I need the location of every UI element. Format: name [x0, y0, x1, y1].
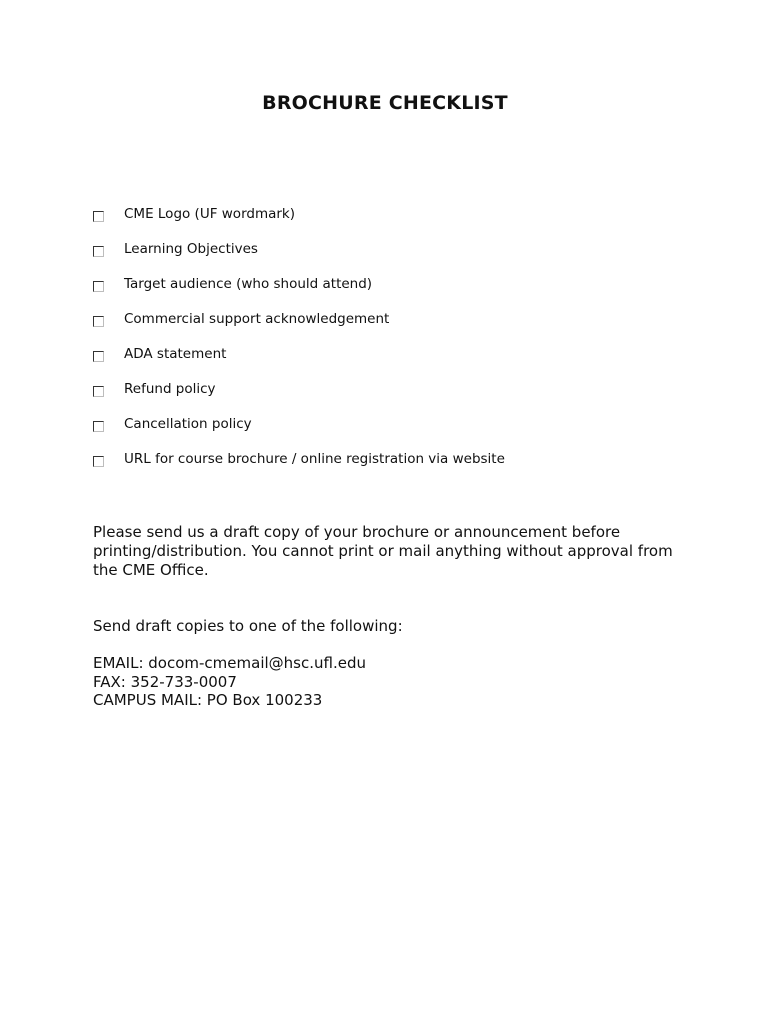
checklist-item-cme-logo: [93, 196, 505, 231]
checkbox[interactable]: [93, 281, 104, 292]
checklist-item-label: Target audience (who should attend): [124, 275, 373, 292]
checkbox[interactable]: [93, 246, 104, 257]
checklist-item-label: URL for course brochure / online registration via website: [124, 450, 505, 467]
checkbox[interactable]: [93, 421, 104, 432]
contact-campus-mail: CAMPUS MAIL: PO Box 100233: [93, 691, 323, 709]
checkbox[interactable]: [93, 351, 104, 362]
checklist-item-label: Refund policy: [124, 380, 216, 397]
checkbox[interactable]: [93, 456, 104, 467]
checklist-item-label: Commercial support acknowledgement: [124, 310, 390, 327]
checklist-item-label: Cancellation policy: [124, 415, 252, 432]
checklist-item-label: Learning Objectives: [124, 240, 258, 257]
checklist-item-learning-objectives: [93, 231, 505, 266]
instructions-paragraph: Please send us a draft copy of your brochure or announcement before printing/distribution. You cannot print or mail anything without approval from the CME Office.: [93, 523, 673, 579]
contact-fax: FAX: 352-733-0007: [93, 672, 237, 691]
checkbox[interactable]: [93, 316, 104, 327]
contact-block: [93, 654, 693, 710]
checklist-item-label: ADA statement: [124, 345, 227, 362]
checklist-item-label: CME Logo (UF wordmark): [124, 205, 296, 222]
checklist-item-url: [93, 441, 505, 476]
page-title: BROCHURE CHECKLIST: [262, 92, 508, 114]
checklist-item-target-audience: [93, 266, 505, 301]
brochure-checklist: [93, 196, 505, 476]
contact-email: EMAIL: docom-cmemail@hsc.ufl.edu: [93, 654, 366, 672]
checkbox[interactable]: [93, 211, 104, 222]
checkbox[interactable]: [93, 386, 104, 397]
checklist-item-refund-policy: [93, 371, 505, 406]
checklist-item-cancellation-policy: [93, 406, 505, 441]
checklist-item-commercial-support: [93, 301, 505, 336]
checklist-item-ada-statement: [93, 336, 505, 371]
send-to-text: Send draft copies to one of the following:: [93, 617, 403, 635]
